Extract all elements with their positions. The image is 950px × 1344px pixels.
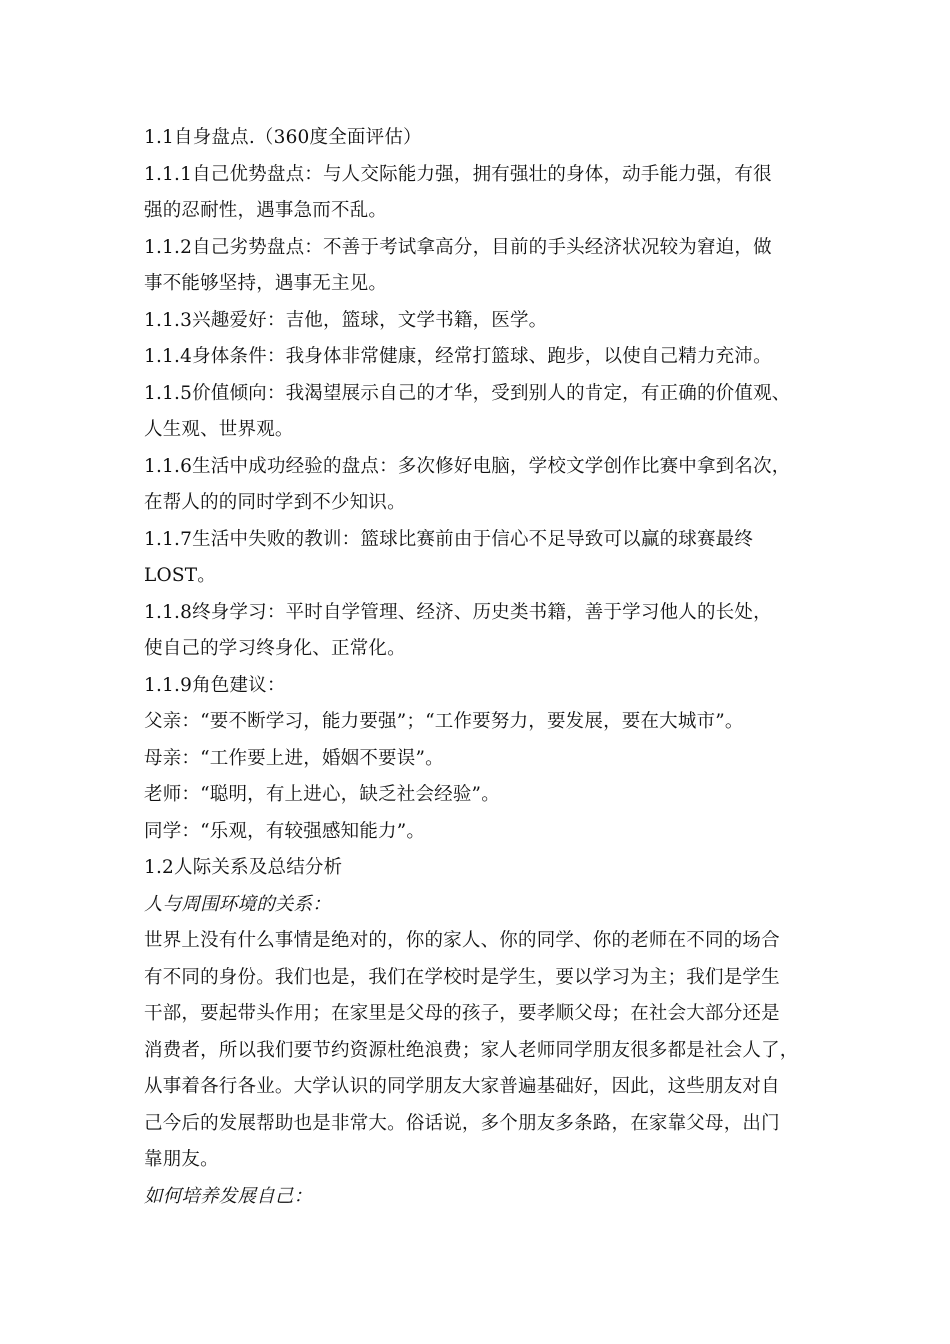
- paragraph-line-2: 有不同的身份。我们也是，我们在学校时是学生，要以学习为主；我们是学生: [144, 966, 780, 988]
- subheading-environment: 人与周围环境的关系：: [144, 893, 332, 915]
- subheading-self-development: 如何培养发展自己：: [144, 1185, 313, 1207]
- lifelong-learning-line-1: 1.1.8终身学习：平时自学管理、经济、历史类书籍，善于学习他人的长处，: [144, 601, 772, 623]
- heading-self-inventory: 1.1自身盘点.（360度全面评估）: [144, 127, 422, 148]
- paragraph-line-1: 世界上没有什么事情是绝对的，你的家人、你的同学、你的老师在不同的场合: [144, 930, 780, 951]
- hobbies-line: 1.1.3兴趣爱好：吉他，篮球，文学书籍，医学。: [144, 309, 548, 331]
- document-body: [144, 120, 824, 1215]
- physical-condition-line: 1.1.4身体条件：我身体非常健康，经常打篮球、跑步，以使自己精力充沛。: [144, 346, 772, 367]
- paragraph-line-3: 干部，要起带头作用；在家里是父母的孩子，要孝顺父母；在社会大部分还是: [144, 1003, 780, 1024]
- paragraph-line-5: 从事着各行各业。大学认识的同学朋友大家普遍基础好，因此，这些朋友对自: [144, 1076, 780, 1097]
- heading-relationships: 1.2人际关系及总结分析: [144, 857, 343, 878]
- success-line-1: 1.1.6生活中成功经验的盘点：多次修好电脑，学校文学创作比赛中拿到名次，: [144, 455, 791, 477]
- values-line-2: 人生观、世界观。: [144, 419, 294, 440]
- strengths-line-1: 1.1.1自己优势盘点：与人交际能力强，拥有强壮的身体，动手能力强，有很: [144, 163, 772, 185]
- weaknesses-line-2: 事不能够坚持，遇事无主见。: [144, 273, 388, 294]
- failure-line-2: LOST。: [144, 565, 216, 586]
- strengths-line-2: 强的忍耐性，遇事急而不乱。: [144, 200, 388, 221]
- failure-line-1: 1.1.7生活中失败的教训：篮球比赛前由于信心不足导致可以赢的球赛最终: [144, 528, 754, 550]
- paragraph-line-4: 消费者，所以我们要节约资源杜绝浪费；家人老师同学朋友很多都是社会人了，: [144, 1039, 799, 1061]
- success-line-2: 在帮人的的同时学到不少知识。: [144, 492, 406, 513]
- paragraph-line-6: 己今后的发展帮助也是非常大。俗话说，多个朋友多条路，在家靠父母，出门: [144, 1112, 780, 1134]
- classmate-advice: 同学：“乐观，有较强感知能力”。: [144, 820, 426, 842]
- mother-advice: 母亲：“工作要上进，婚姻不要误”。: [144, 747, 444, 769]
- father-advice: 父亲：“要不断学习，能力要强”；“工作要努力，要发展，要在大城市”。: [144, 711, 744, 732]
- teacher-advice: 老师：“聪明，有上进心，缺乏社会经验”。: [144, 784, 500, 805]
- lifelong-learning-line-2: 使自己的学习终身化、正常化。: [144, 638, 406, 659]
- role-advice-heading: 1.1.9角色建议：: [144, 674, 286, 696]
- weaknesses-line-1: 1.1.2自己劣势盘点：不善于考试拿高分，目前的手头经济状况较为窘迫，做: [144, 236, 772, 258]
- values-line-1: 1.1.5价值倾向：我渴望展示自己的才华，受到别人的肯定，有正确的价值观、: [144, 382, 791, 404]
- paragraph-line-7: 靠朋友。: [144, 1149, 219, 1170]
